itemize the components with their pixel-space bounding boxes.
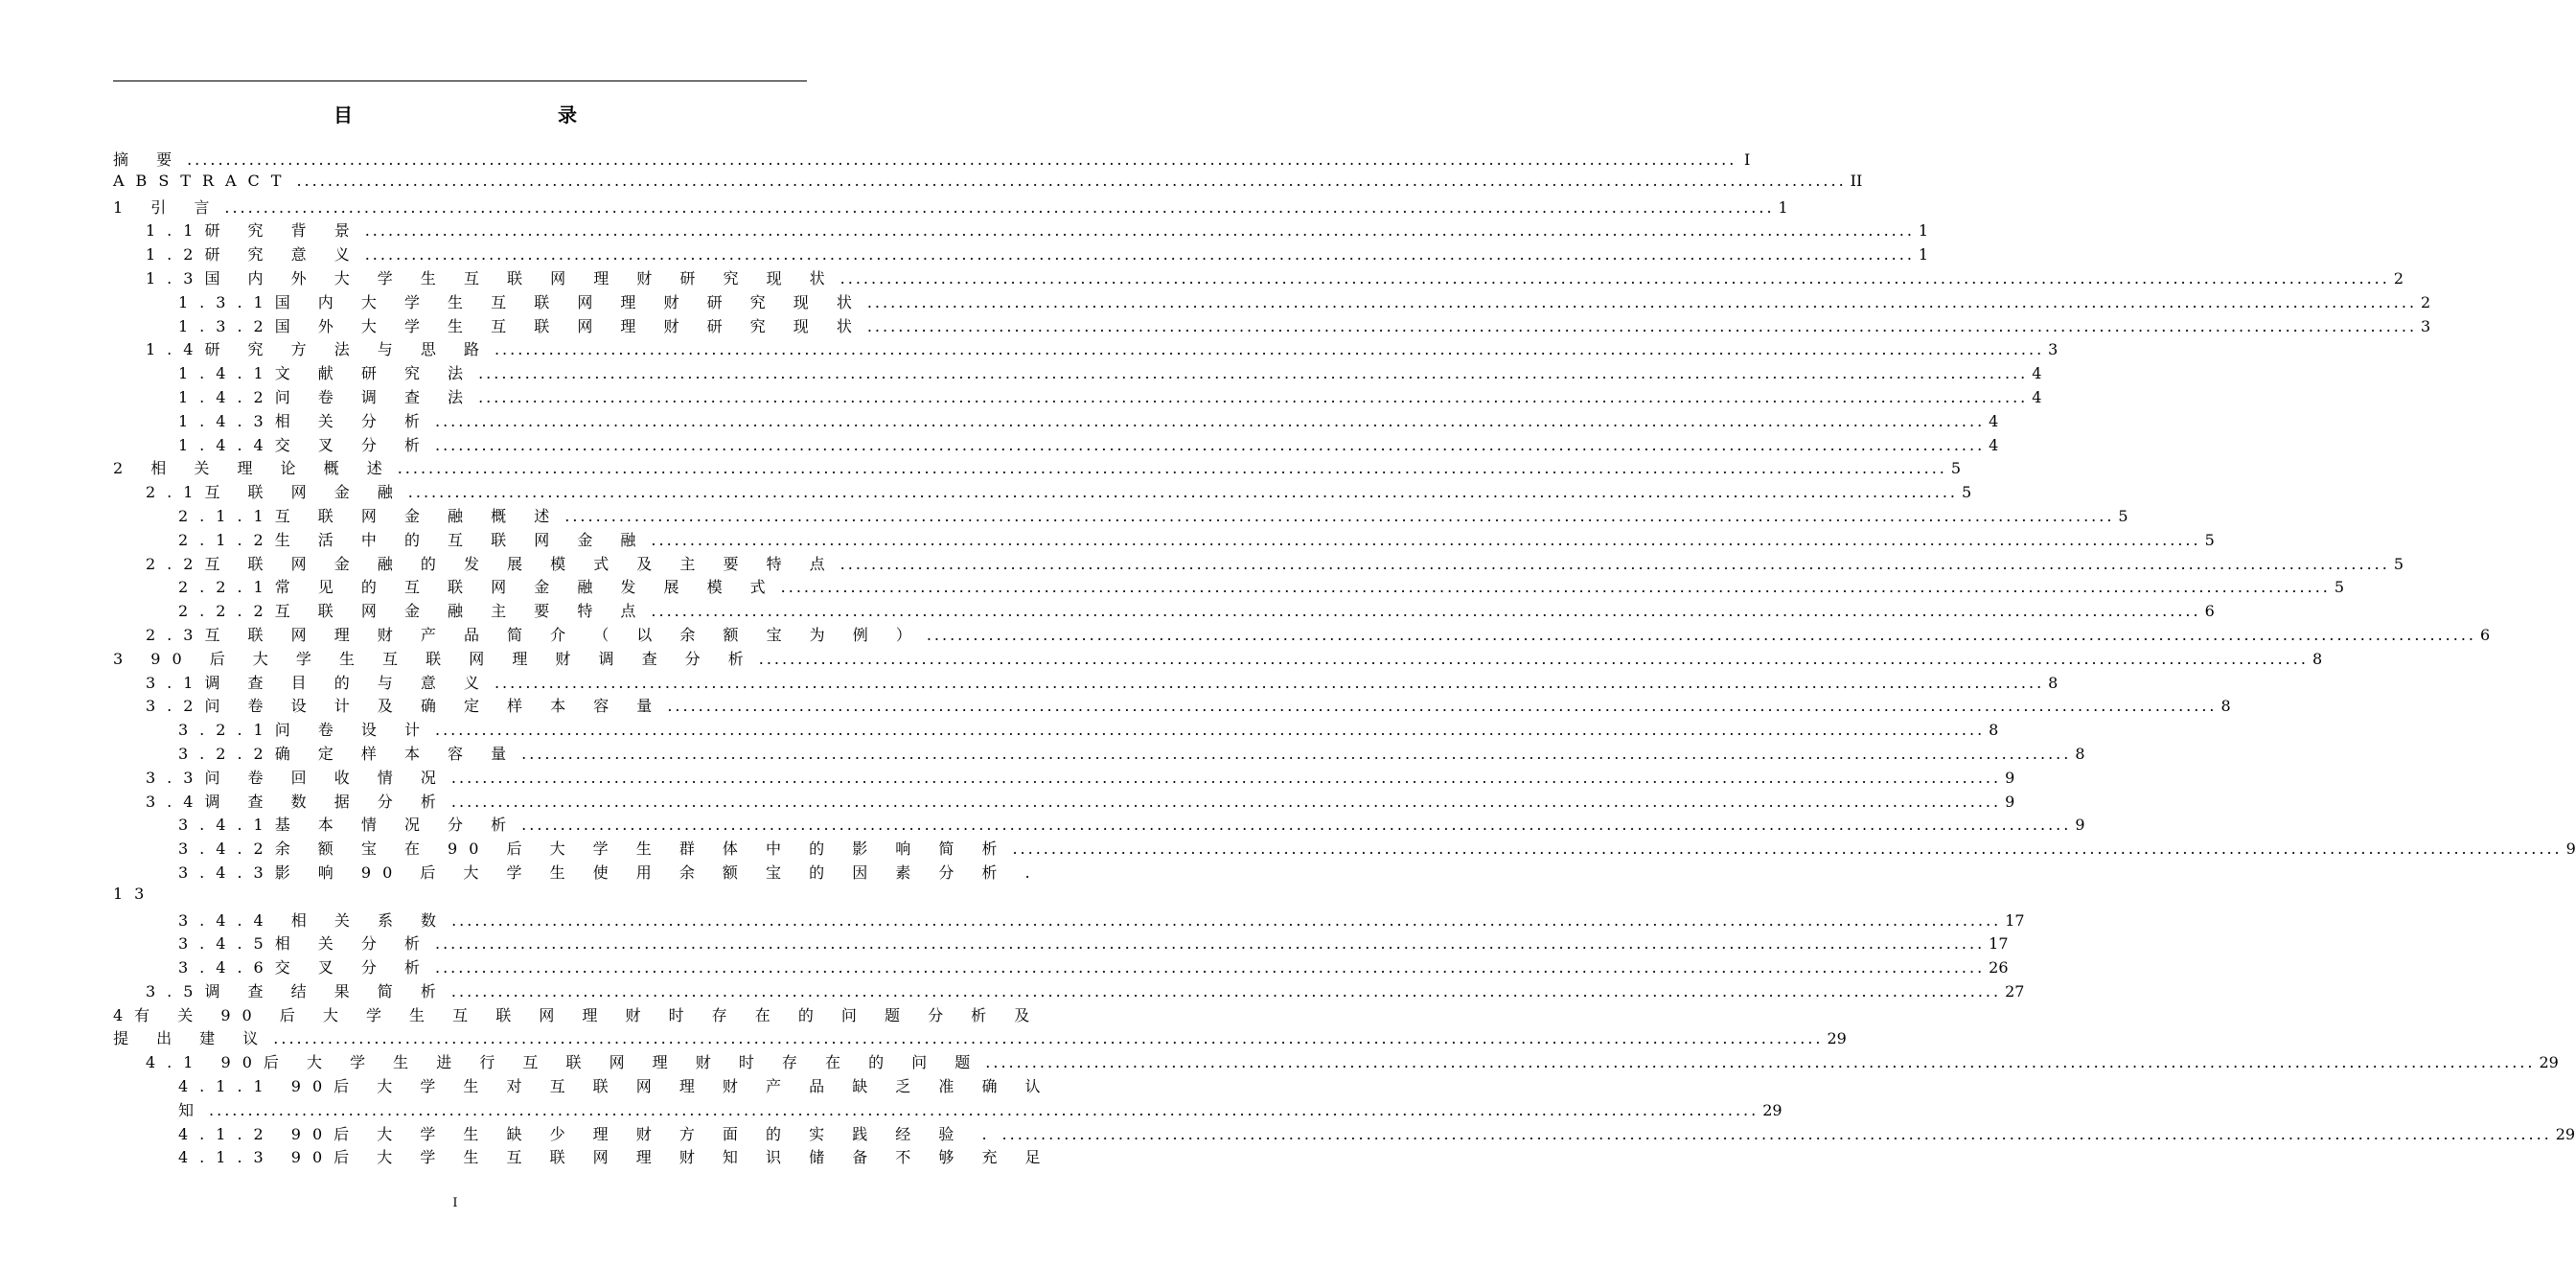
- toc-entry-title: 3.4.6交 叉 分 析: [178, 958, 431, 978]
- toc-entry[interactable]: [113, 671, 2058, 695]
- toc-entry-title: 提 出 建 议: [113, 1029, 270, 1048]
- toc-entry-page: 26: [1989, 958, 2009, 978]
- toc-entry[interactable]: [113, 433, 1999, 457]
- toc-leader-dots: ........................................................................................................................................................................................................: [478, 387, 2029, 406]
- toc-entry-page: 8: [2220, 697, 2231, 716]
- toc-entry[interactable]: [113, 218, 1929, 242]
- toc-entry-title: 3.4.4 相 关 系 数: [178, 910, 448, 930]
- toc-entry-page: 1: [1778, 197, 1788, 217]
- toc-entry-title: 3.3问 卷 回 收 情 况: [146, 768, 448, 787]
- toc-entry-title: 1 引 言: [113, 197, 221, 217]
- toc-leader-dots: ........................................................................................................................................................................................................: [494, 673, 2045, 692]
- toc-entry-title: 2.2.1常 见 的 互 联 网 金 融 发 展 模 式: [178, 578, 777, 597]
- toc-entry-page: 5: [1961, 483, 1972, 502]
- toc-entry-title: 2.2.2互 联 网 金 融 主 要 特 点: [178, 602, 648, 621]
- toc-entry[interactable]: [113, 623, 2491, 647]
- toc-entry-title: 1.4研 究 方 法 与 思 路: [146, 340, 491, 359]
- toc-entry-page: 3: [2048, 340, 2058, 359]
- toc-entry-page: 1: [1918, 245, 1929, 264]
- toc-leader-dots: ........................................................................................................................................................................................................: [780, 578, 2331, 597]
- toc-entry-title: 1.3.2国 外 大 学 生 互 联 网 理 财 研 究 现 状: [178, 316, 863, 335]
- toc-entry-title: 3.4.3影 响 90 后 大 学 生 使 用 余 额 宝 的 因 素 分 析 .: [178, 862, 1042, 882]
- toc-entry[interactable]: [113, 1098, 1782, 1122]
- toc-entry-title: 3.4.2余 额 宝 在 90 后 大 学 生 群 体 中 的 影 响 简 析: [178, 840, 1009, 859]
- toc-entry[interactable]: [113, 742, 2085, 766]
- toc-entry[interactable]: [113, 837, 2576, 861]
- toc-entry-page: 2: [2393, 268, 2404, 288]
- toc-entry-page: 3: [2421, 316, 2431, 335]
- toc-entry-title: 4.1.1 90后 大 学 生 对 互 联 网 理 财 产 品 缺 乏 准 确 认: [178, 1077, 1052, 1096]
- toc-entry[interactable]: [113, 456, 1962, 480]
- toc-entry-page: 4: [2032, 364, 2042, 383]
- toc-entry-title: 3.5调 查 结 果 简 析: [146, 981, 448, 1000]
- toc-entry[interactable]: [113, 955, 2009, 979]
- toc-entry-page: 9: [2075, 816, 2085, 835]
- toc-leader-dots: ........................................................................................................................................................................................................: [451, 910, 2002, 930]
- toc-entry[interactable]: [113, 314, 2431, 338]
- toc-entry-title: 1.4.3相 关 分 析: [178, 411, 431, 430]
- toc-entry-page: 27: [2005, 981, 2025, 1000]
- toc-entry-page: 1: [1918, 221, 1929, 241]
- toc-leader-dots: ........................................................................................................................................................................................................: [407, 483, 1958, 502]
- toc-entry-title: 3 90 后 大 学 生 互 联 网 理 财 调 查 分 析: [113, 649, 755, 668]
- toc-leader-dots: ........................................................................................................................................................................................................: [926, 625, 2477, 644]
- toc-leader-dots: ........................................................................................................................................................................................................: [1012, 840, 2563, 859]
- toc-entry[interactable]: [113, 242, 1929, 266]
- toc-entry[interactable]: [113, 718, 1999, 742]
- toc-entry[interactable]: [113, 575, 2345, 599]
- toc-entry-page: 8: [2312, 649, 2323, 668]
- toc-entry-title: 1.1研 究 背 景: [146, 221, 361, 241]
- toc-entry-page: 5: [2204, 530, 2215, 549]
- toc-leader-dots: ........................................................................................................................................................................................................: [521, 816, 2072, 835]
- toc-entry-title: 2.1互 联 网 金 融: [146, 483, 404, 502]
- toc-entry-title: 2.3互 联 网 理 财 产 品 简 介 （ 以 余 额 宝 为 例 ）: [146, 625, 923, 644]
- toc-entry-page: 4: [1989, 411, 1999, 430]
- toc-entry[interactable]: [113, 504, 2128, 528]
- toc-leader-dots: ........................................................................................................................................................................................................: [187, 150, 1737, 169]
- table-of-contents: [113, 148, 2576, 1169]
- toc-leader-dots: ........................................................................................................................................................................................................: [450, 768, 2002, 787]
- toc-entry-title: 3.2.2确 定 样 本 容 量: [178, 744, 518, 763]
- toc-leader-dots: ........................................................................................................................................................................................................: [434, 934, 1986, 954]
- toc-entry-page: 29: [2539, 1053, 2559, 1072]
- toc-leader-dots: ........................................................................................................................................................................................................: [758, 649, 2309, 668]
- toc-entry[interactable]: [113, 1145, 1052, 1169]
- toc-entry-title: 2.1.1互 联 网 金 融 概 述: [178, 506, 562, 525]
- toc-entry[interactable]: [113, 528, 2215, 552]
- toc-entry-page: II: [1850, 171, 1863, 190]
- toc-leader-dots: ........................................................................................................................................................................................................: [397, 459, 1947, 478]
- toc-entry-title: 13: [113, 884, 156, 903]
- toc-entry[interactable]: [113, 1050, 2559, 1074]
- toc-entry[interactable]: [113, 599, 2215, 623]
- toc-entry-title: 1.4.4交 叉 分 析: [178, 435, 431, 454]
- toc-leader-dots: ........................................................................................................................................................................................................: [273, 1029, 1824, 1048]
- toc-entry-page: 17: [2005, 910, 2025, 930]
- toc-entry-title: 3.2.1问 卷 设 计: [178, 721, 431, 740]
- toc-leader-dots: ........................................................................................................................................................................................................: [434, 958, 1986, 978]
- toc-entry-page: 9: [2565, 840, 2576, 859]
- toc-entry[interactable]: [113, 290, 2431, 314]
- toc-entry-title: ABSTRACT: [113, 171, 293, 190]
- toc-entry-page: 29: [1762, 1100, 1782, 1119]
- toc-entry[interactable]: [113, 552, 2404, 576]
- toc-entry[interactable]: [113, 1026, 1847, 1050]
- toc-entry-page: 9: [2005, 768, 2015, 787]
- toc-entry-title: 1.4.1文 献 研 究 法: [178, 364, 475, 383]
- toc-entry[interactable]: [113, 932, 2009, 955]
- toc-entry-title: 摘 要: [113, 150, 184, 169]
- toc-entry-title: 3.4.1基 本 情 况 分 析: [178, 816, 518, 835]
- toc-entry-page: 29: [1827, 1029, 1847, 1048]
- toc-leader-dots: ........................................................................................................................................................................................................: [296, 171, 1847, 190]
- toc-entry[interactable]: [113, 148, 1751, 172]
- toc-entry-page: 29: [2555, 1124, 2576, 1143]
- toc-leader-dots: ........................................................................................................................................................................................................: [667, 697, 2218, 716]
- toc-leader-dots: ........................................................................................................................................................................................................: [450, 981, 2002, 1000]
- toc-leader-dots: ........................................................................................................................................................................................................: [651, 530, 2201, 549]
- toc-leader-dots: ........................................................................................................................................................................................................: [866, 316, 2418, 335]
- toc-leader-dots: ........................................................................................................................................................................................................: [450, 792, 2002, 811]
- toc-entry[interactable]: [113, 1003, 1042, 1027]
- toc-leader-dots: ........................................................................................................................................................................................................: [840, 268, 2390, 288]
- toc-entry-page: 8: [2075, 744, 2085, 763]
- toc-leader-dots: ........................................................................................................................................................................................................: [434, 721, 1986, 740]
- toc-entry-title: 1.3.1国 内 大 学 生 互 联 网 理 财 研 究 现 状: [178, 292, 863, 311]
- toc-entry-title: 4.1.3 90后 大 学 生 互 联 网 理 财 知 识 储 备 不 够 充 足: [178, 1148, 1052, 1167]
- toc-entry-page: 5: [1950, 459, 1962, 478]
- toc-entry[interactable]: [113, 409, 1999, 433]
- toc-entry-page: 5: [2334, 578, 2345, 597]
- toc-entry[interactable]: [113, 1074, 1052, 1098]
- toc-leader-dots: ........................................................................................................................................................................................................: [434, 411, 1986, 430]
- toc-entry[interactable]: [113, 861, 1042, 885]
- toc-entry[interactable]: [113, 647, 2323, 671]
- page-title: 目 录: [334, 104, 632, 126]
- toc-entry-page: I: [1743, 150, 1751, 169]
- toc-entry-title: 3.4.5相 关 分 析: [178, 934, 431, 954]
- toc-entry-title: 知: [178, 1100, 206, 1119]
- toc-entry-title: 4.1 90后 大 学 生 进 行 互 联 网 理 财 时 存 在 的 问 题: [146, 1053, 982, 1072]
- toc-entry-title: 1.2研 究 意 义: [146, 245, 361, 264]
- toc-entry[interactable]: [113, 385, 2042, 409]
- toc-entry-page: 4: [1989, 435, 1999, 454]
- toc-entry-title: 2.2互 联 网 金 融 的 发 展 模 式 及 主 要 特 点: [146, 554, 837, 573]
- toc-leader-dots: ........................................................................................................................................................................................................: [564, 506, 2115, 525]
- toc-leader-dots: ........................................................................................................................................................................................................: [651, 602, 2201, 621]
- toc-leader-dots: ........................................................................................................................................................................................................: [840, 554, 2390, 573]
- toc-leader-dots: ........................................................................................................................................................................................................: [985, 1053, 2536, 1072]
- toc-entry[interactable]: [113, 171, 1863, 196]
- toc-entry[interactable]: [113, 790, 2015, 814]
- toc-entry[interactable]: [113, 337, 2058, 361]
- toc-entry-page: 8: [2048, 673, 2058, 692]
- toc-entry-title: 3.4调 查 数 据 分 析: [146, 792, 448, 811]
- toc-entry[interactable]: [113, 480, 1972, 504]
- toc-entry[interactable]: [113, 266, 2404, 290]
- toc-leader-dots: ........................................................................................................................................................................................................: [209, 1100, 1760, 1119]
- toc-entry-page: 4: [2032, 387, 2042, 406]
- toc-entry-title: 1.3国 内 外 大 学 生 互 联 网 理 财 研 究 现 状: [146, 268, 837, 288]
- toc-entry-title: 3.2问 卷 设 计 及 确 定 样 本 容 量: [146, 697, 664, 716]
- toc-leader-dots: ........................................................................................................................................................................................................: [224, 197, 1775, 217]
- toc-entry[interactable]: [113, 694, 2231, 718]
- toc-entry-page: 6: [2204, 602, 2215, 621]
- toc-entry-title: 4.1.2 90后 大 学 生 缺 少 理 财 方 面 的 实 践 经 验 .: [178, 1124, 999, 1143]
- toc-leader-dots: ........................................................................................................................................................................................................: [364, 245, 1915, 264]
- toc-entry-page: 5: [2393, 554, 2404, 573]
- toc-entry-page: 9: [2005, 792, 2015, 811]
- toc-entry[interactable]: [113, 1122, 2576, 1146]
- toc-entry[interactable]: [113, 766, 2015, 790]
- toc-entry-title: 1.4.2问 卷 调 查 法: [178, 387, 475, 406]
- toc-leader-dots: ........................................................................................................................................................................................................: [521, 744, 2072, 763]
- toc-leader-dots: ........................................................................................................................................................................................................: [494, 340, 2045, 359]
- toc-leader-dots: ........................................................................................................................................................................................................: [1001, 1124, 2552, 1143]
- toc-entry-page: 5: [2118, 506, 2128, 525]
- toc-leader-dots: ........................................................................................................................................................................................................: [866, 292, 2418, 311]
- footer-page-number: I: [452, 1196, 458, 1210]
- toc-entry-page: 8: [1989, 721, 1999, 740]
- toc-entry-page: 2: [2421, 292, 2431, 311]
- toc-entry-title: 3.1调 查 目 的 与 意 义: [146, 673, 491, 692]
- header-rule: [113, 80, 807, 81]
- toc-entry[interactable]: [113, 813, 2085, 837]
- toc-entry-title: 4有 关 90 后 大 学 生 互 联 网 理 财 时 存 在 的 问 题 分 析 及: [113, 1005, 1042, 1024]
- toc-entry[interactable]: [113, 885, 795, 908]
- toc-leader-dots: ........................................................................................................................................................................................................: [364, 221, 1915, 241]
- toc-entry-page: 6: [2480, 625, 2491, 644]
- toc-entry-title: 2 相 关 理 论 概 述: [113, 459, 394, 478]
- toc-entry[interactable]: [113, 196, 1788, 219]
- toc-entry-page: 17: [1989, 934, 2009, 954]
- toc-leader-dots: ........................................................................................................................................................................................................: [434, 435, 1986, 454]
- toc-leader-dots: ........................................................................................................................................................................................................: [478, 364, 2029, 383]
- toc-entry[interactable]: [113, 361, 2042, 385]
- toc-entry[interactable]: [113, 908, 2025, 932]
- toc-entry[interactable]: [113, 979, 2025, 1003]
- toc-entry-title: 2.1.2生 活 中 的 互 联 网 金 融: [178, 530, 648, 549]
